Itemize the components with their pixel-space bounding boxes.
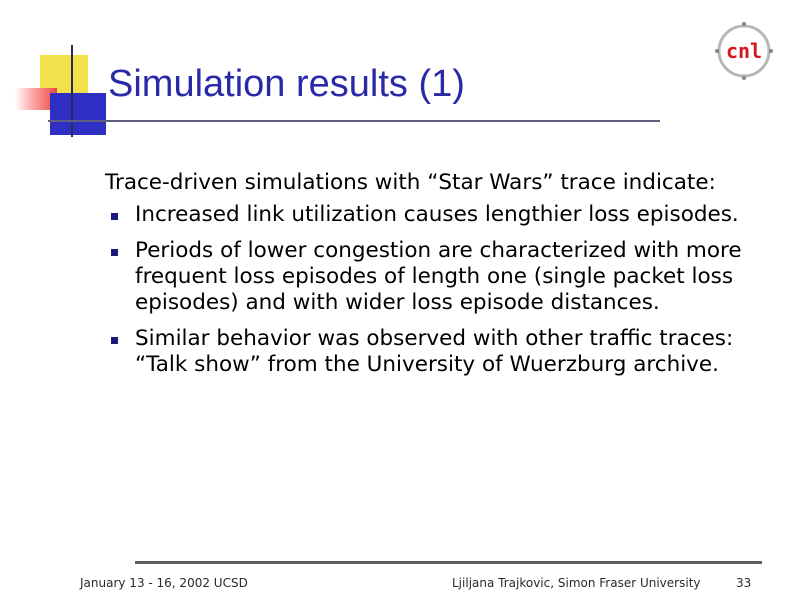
square-bullet-icon — [111, 337, 118, 344]
square-bullet-icon — [111, 213, 118, 220]
list-item — [105, 238, 785, 316]
cnl-logo — [713, 20, 775, 82]
footer-author: Ljiljana Trajkovic, Simon Fraser University — [452, 576, 701, 590]
footer-divider — [135, 561, 762, 564]
footer-date: January 13 - 16, 2002 UCSD — [80, 576, 248, 590]
list-item — [105, 202, 785, 228]
bullet-text: Increased link utilization causes lengthier loss episodes. — [135, 202, 739, 227]
bullet-text: Periods of lower congestion are characterized with more frequent loss episodes of length one (single packet loss episodes) and with wider loss episode distances. — [135, 238, 742, 315]
decor-blue-square — [50, 93, 106, 135]
title-underline — [48, 120, 660, 122]
logo-text: cnl — [725, 39, 763, 63]
decor-vertical-line — [71, 45, 73, 137]
bullet-list — [105, 202, 785, 378]
square-bullet-icon — [111, 249, 118, 256]
intro-text: Trace-driven simulations with “Star Wars” trace indicate: — [105, 170, 716, 195]
slide-title: Simulation results (1) — [108, 63, 465, 105]
page-number: 33 — [736, 576, 752, 590]
slide-body — [105, 170, 785, 388]
list-item — [105, 326, 785, 378]
bullet-text: Similar behavior was observed with other traffic traces: “Talk show” from the University of Wuerzburg archive. — [135, 326, 734, 377]
